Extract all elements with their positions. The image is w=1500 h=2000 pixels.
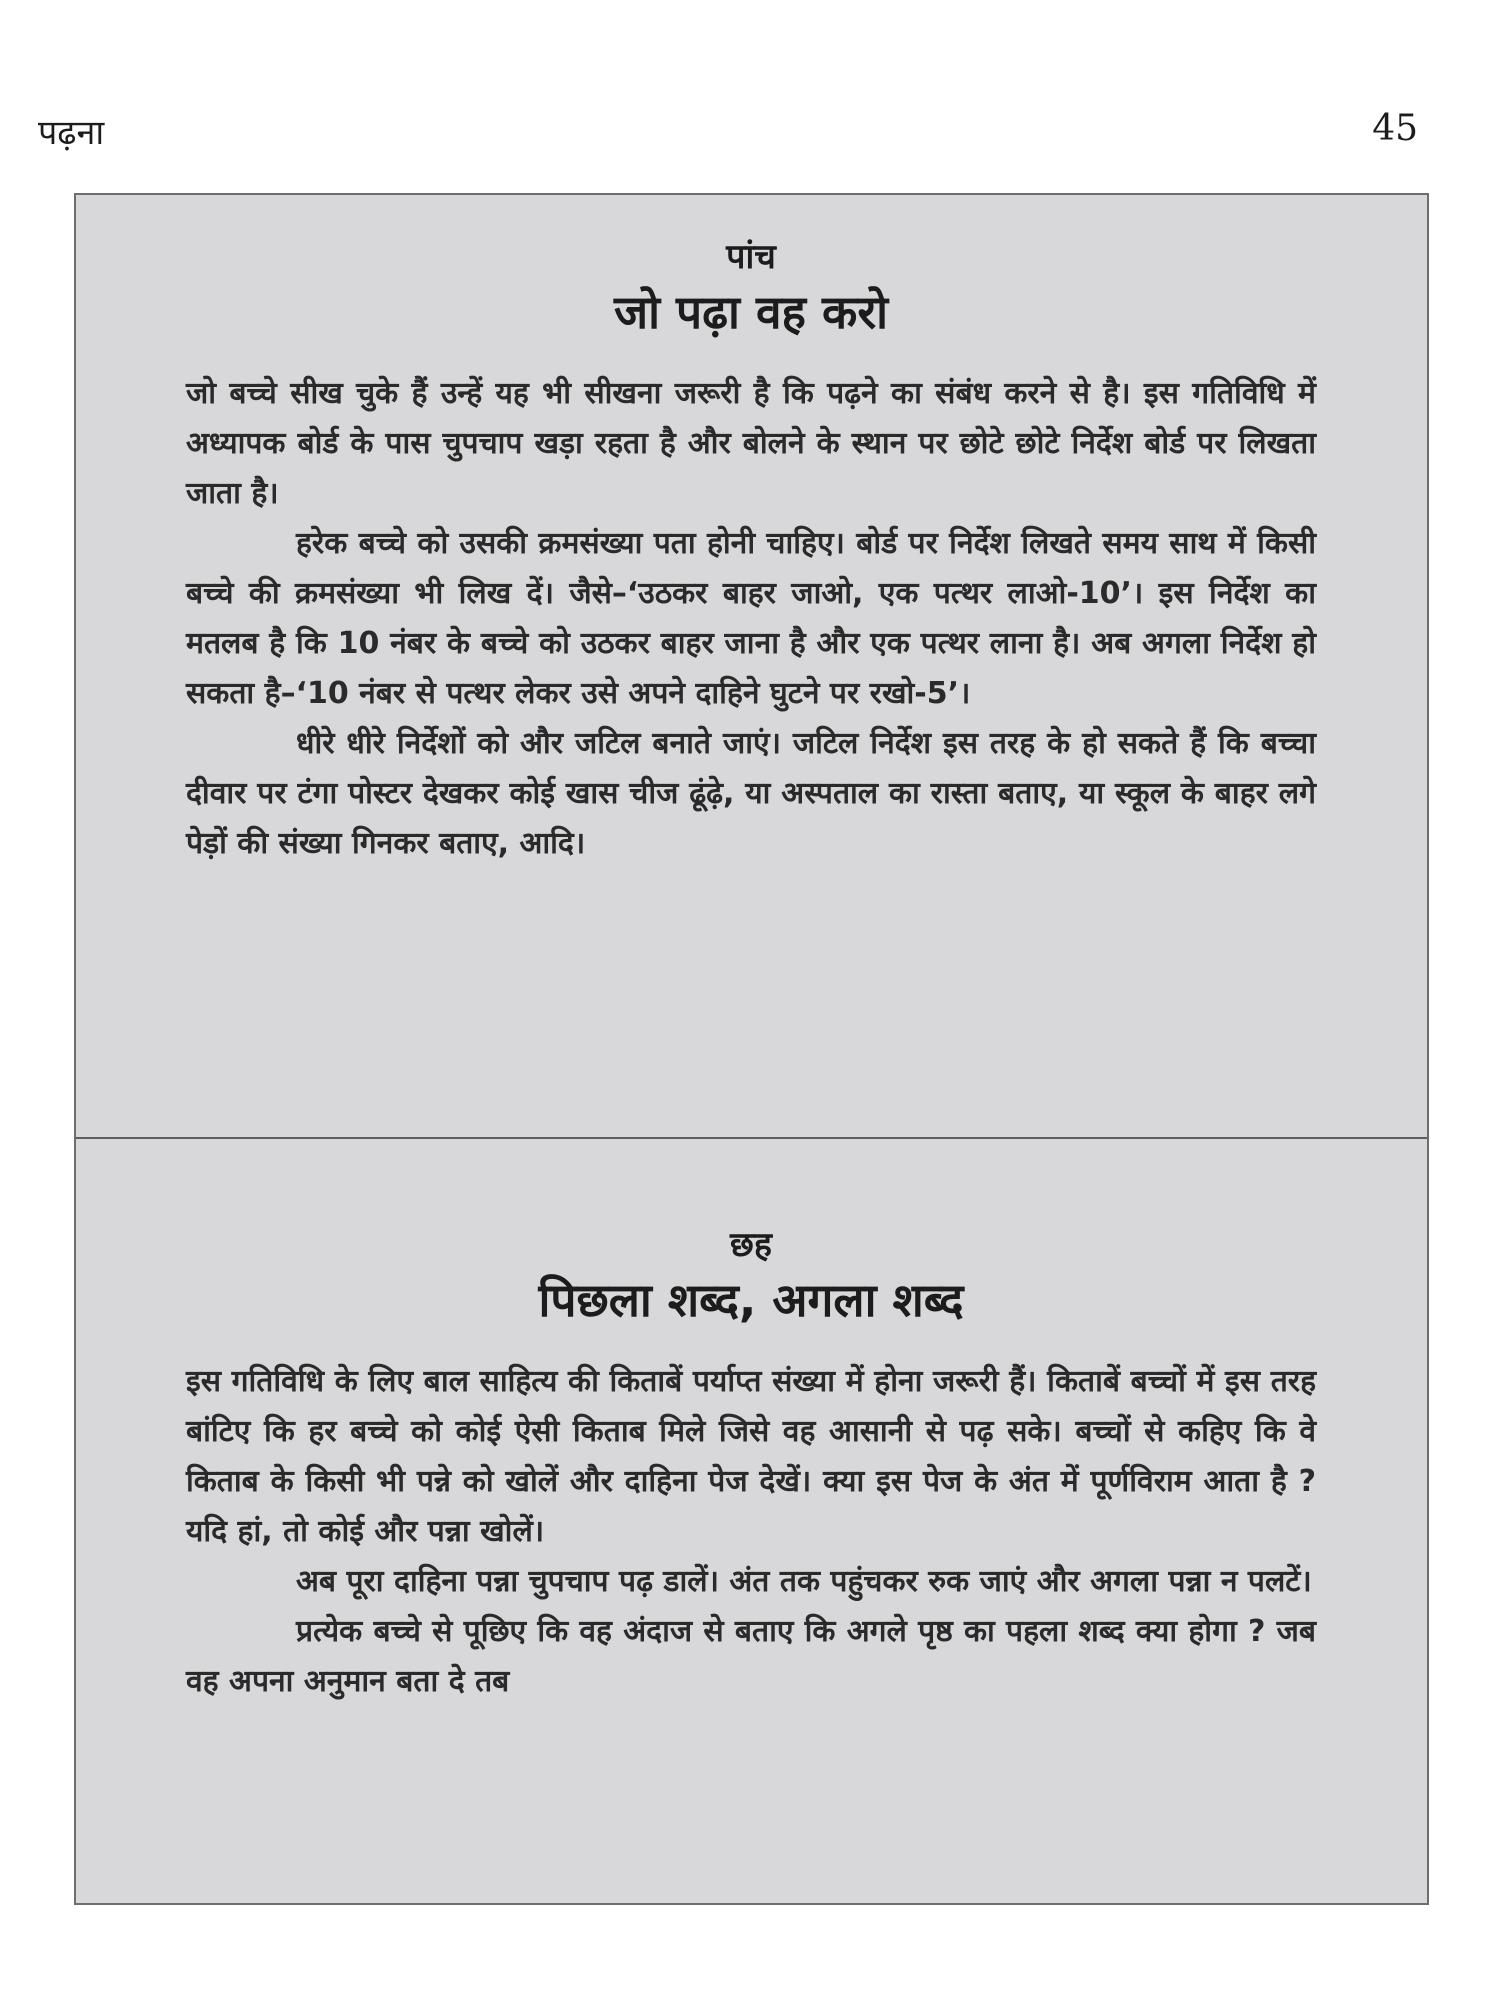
paragraph: हरेक बच्चे को उसकी क्रमसंख्या पता होनी चाहिए। बोर्ड पर निर्देश लिखते समय साथ में किसी बच्चे की क्रमसंख्या भी लिख दें। जैसे–‘उठकर बाहर जाओ, एक पत्थर लाओ-10’। इस निर्देश का मतलब है कि 10 नंबर के बच्चे को उठकर बाहर जाना है और एक पत्थर लाना है। अब अगला निर्देश हो सकता है–‘10 नंबर से पत्थर लेकर उसे अपने दाहिने घुटने पर रखो-5’। bbox=[186, 526, 1316, 711]
page-number: 45 bbox=[1372, 108, 1418, 149]
section-number: पांच bbox=[726, 237, 776, 277]
section-five bbox=[186, 235, 1316, 869]
paragraph: प्रत्येक बच्चे से पूछिए कि वह अंदाज से बताए कि अगले पृष्ठ का पहला शब्द क्या होगा ? जब वह अपना अनुमान बता दे तब bbox=[186, 1614, 1316, 1699]
section-number: छह bbox=[730, 1225, 772, 1265]
paragraph: जो बच्चे सीख चुके हैं उन्हें यह भी सीखना जरूरी है कि पढ़ने का संबंध करने से है। इस गतिविधि में अध्यापक बोर्ड के पास चुपचाप खड़ा रहता है और बोलने के स्थान पर छोटे छोटे निर्देश बोर्ड पर लिखता जाता है। bbox=[186, 376, 1316, 511]
paragraph: अब पूरा दाहिना पन्ना चुपचाप पढ़ डालें। अंत तक पहुंचकर रुक जाएं और अगला पन्ना न पलटें। bbox=[296, 1564, 1312, 1599]
paragraph: धीरे धीरे निर्देशों को और जटिल बनाते जाएं। जटिल निर्देश इस तरह के हो सकते हैं कि बच्चा दीवार पर टंगा पोस्टर देखकर कोई खास चीज ढूंढ़े, या अस्पताल का रास्ता बताए, या स्कूल के बाहर लगे पेड़ों की संख्या गिनकर बताए, आदि। bbox=[186, 726, 1316, 861]
section-title: पिछला शब्द, अगला शब्द bbox=[538, 1273, 964, 1327]
section-divider bbox=[76, 1137, 1427, 1139]
activity-panel bbox=[74, 193, 1429, 1905]
running-head: पढ़ना bbox=[38, 113, 105, 153]
paragraph: इस गतिविधि के लिए बाल साहित्य की किताबें पर्याप्त संख्या में होना जरूरी हैं। किताबें बच्चों में इस तरह बांटिए कि हर बच्चे को कोई ऐसी किताब मिले जिसे वह आसानी से पढ़ सके। बच्चों से कहिए कि वे किताब के किसी भी पन्ने को खोलें और दाहिना पेज देखें। क्या इस पेज के अंत में पूर्णविराम आता है ? यदि हां, तो कोई और पन्ना खोलें। bbox=[186, 1364, 1316, 1549]
section-six bbox=[186, 1223, 1316, 1707]
section-title: जो पढ़ा वह करो bbox=[613, 285, 889, 339]
